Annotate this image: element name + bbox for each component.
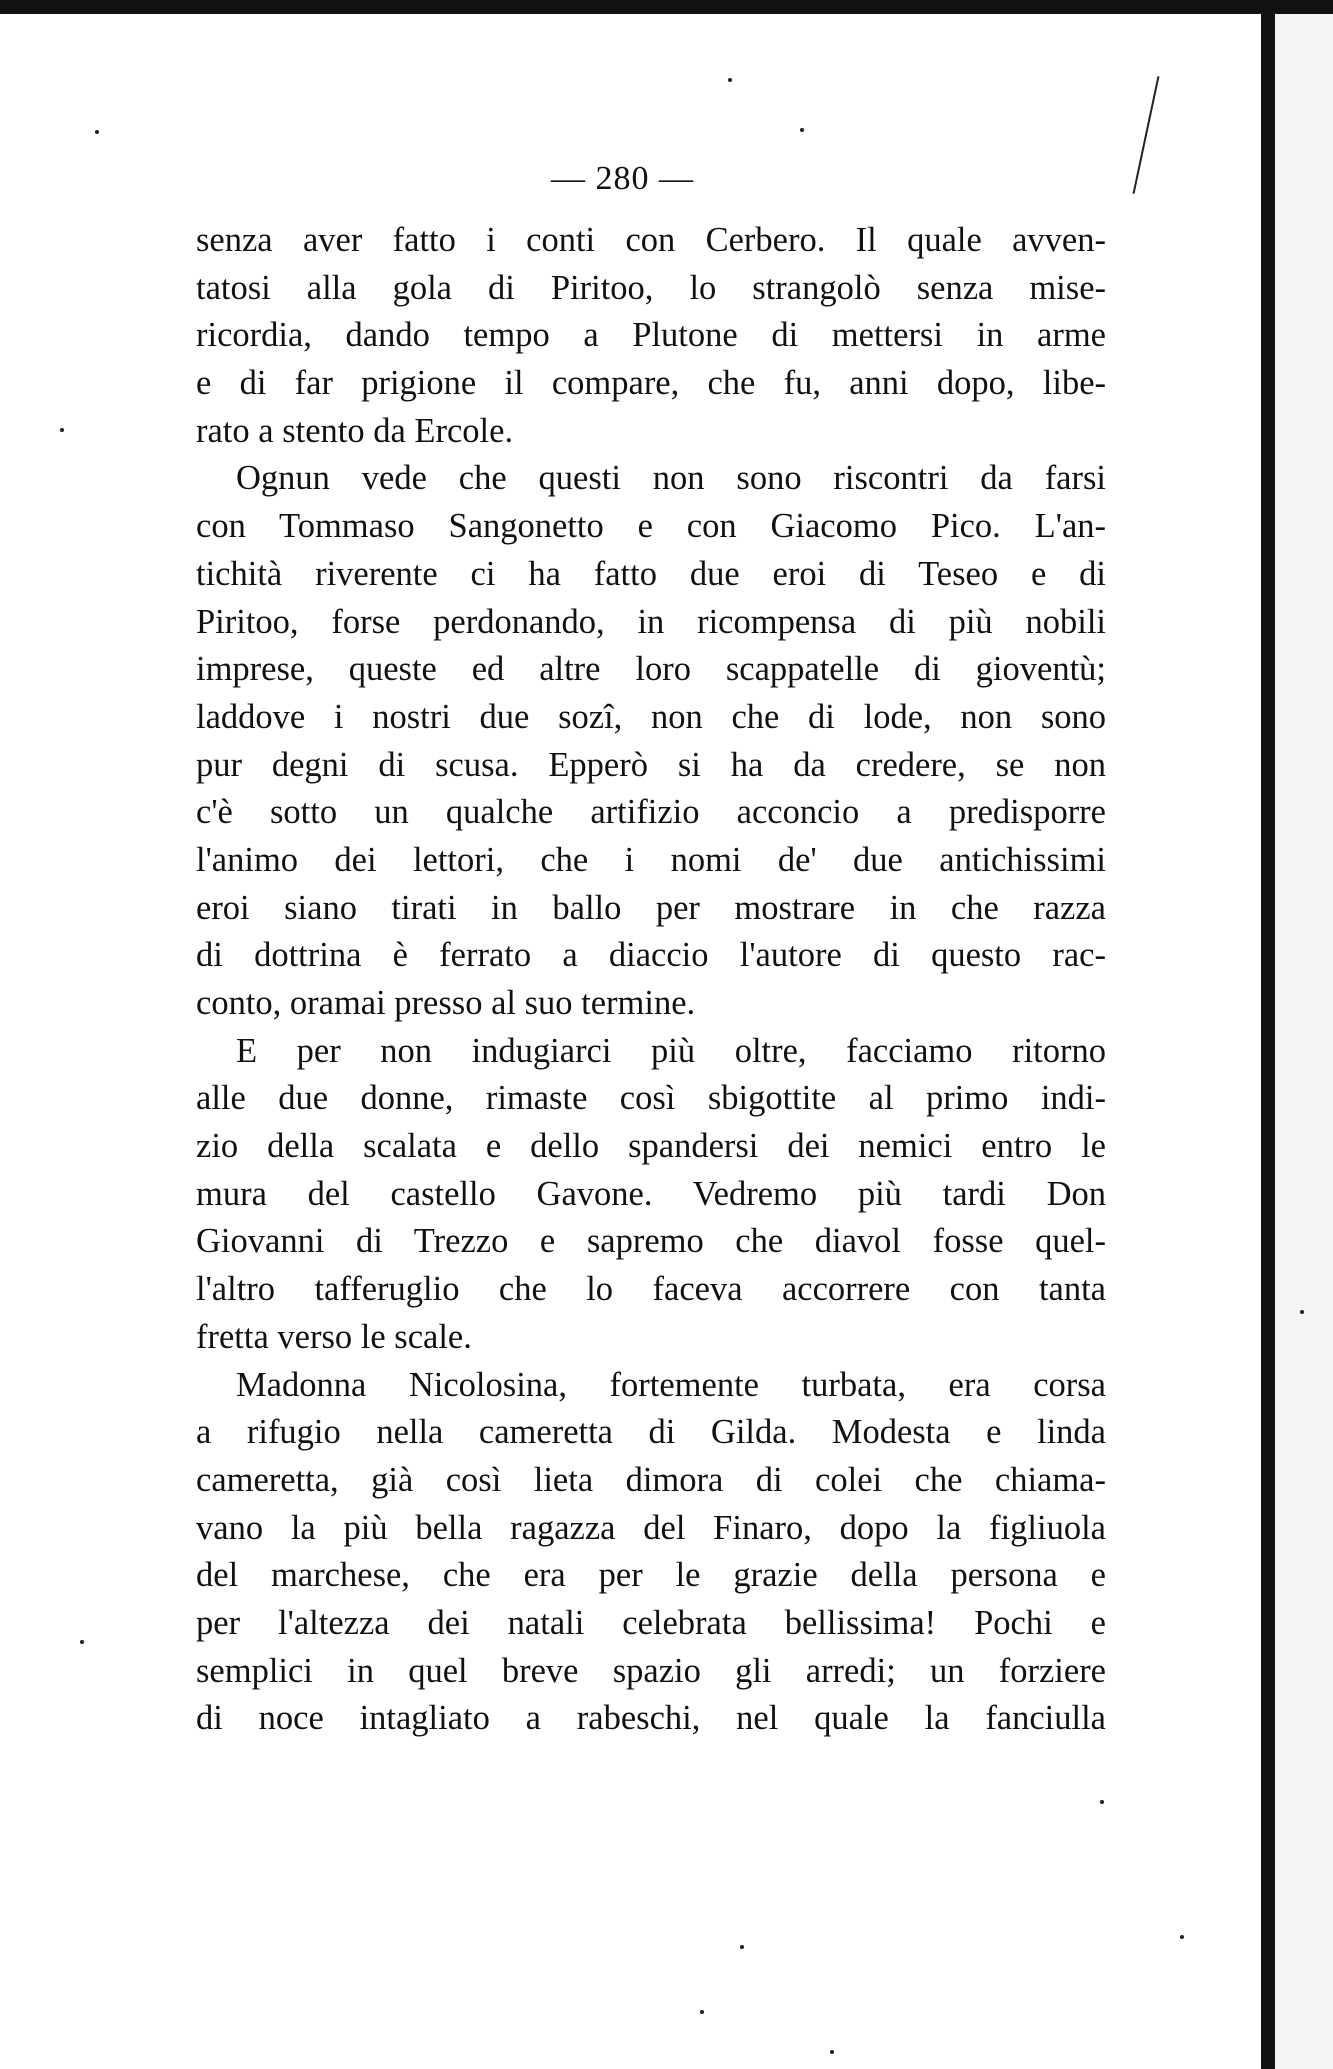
text-line: fretta verso le scale.	[196, 1317, 472, 1356]
scan-speck	[1300, 1310, 1304, 1314]
scan-speck	[1100, 1800, 1104, 1804]
scan-top-border	[0, 0, 1333, 14]
text-line: di noce intagliato a rabeschi, nel quale la fanciulla	[196, 1699, 1106, 1738]
text-line: Piritoo, forse perdonando, in ricompensa di più nobili	[196, 602, 1106, 641]
page-number: — 280 —	[551, 160, 694, 197]
text-line: Madonna Nicolosina, fortemente turbata, era corsa	[236, 1365, 1106, 1404]
text-line: vano la più bella ragazza del Finaro, dopo la figliuola	[196, 1508, 1106, 1547]
text-line: zio della scalata e dello spandersi dei nemici entro le	[196, 1127, 1106, 1166]
scan-speck	[60, 428, 64, 432]
text-line: E per non indugiarci più oltre, facciamo ritorno	[236, 1031, 1106, 1070]
text-line: e di far prigione il compare, che fu, anni dopo, libe-	[196, 364, 1106, 403]
text-line: l'animo dei lettori, che i nomi de' due antichissimi	[196, 840, 1106, 879]
text-line: del marchese, che era per le grazie della persona e	[196, 1556, 1106, 1595]
text-line: imprese, queste ed altre loro scappatelle di gioventù;	[196, 650, 1106, 689]
text-line: senza aver fatto i conti con Cerbero. Il quale avven-	[196, 221, 1106, 259]
text-line: a rifugio nella cameretta di Gilda. Modesta e linda	[196, 1413, 1106, 1452]
text-line: Giovanni di Trezzo e sapremo che diavol fosse quel-	[196, 1222, 1106, 1261]
text-line: l'altro tafferuglio che lo faceva accorrere con tanta	[196, 1270, 1106, 1309]
text-line: c'è sotto un qualche artifizio acconcio a predisporre	[196, 793, 1106, 832]
text-line: pur degni di scusa. Epperò si ha da credere, se non	[196, 745, 1106, 784]
text-line: per l'altezza dei natali celebrata bellissima! Pochi e	[196, 1603, 1106, 1642]
scan-speck	[800, 128, 804, 132]
text-line: Ognun vede che questi non sono riscontri da farsi	[236, 459, 1106, 498]
text-line: di dottrina è ferrato a diaccio l'autore di questo rac-	[196, 936, 1106, 975]
text-line: laddove i nostri due sozî, non che di lode, non sono	[196, 697, 1106, 736]
scan-speck	[80, 1640, 84, 1644]
scan-speck	[740, 1945, 744, 1949]
scan-speck	[1180, 1935, 1184, 1939]
text-line: tichità riverente ci ha fatto due eroi di Teseo e di	[196, 554, 1106, 593]
text-line: alle due donne, rimaste così sbigottite al primo indi-	[196, 1079, 1106, 1118]
scan-right-border	[1261, 14, 1275, 2069]
text-line: semplici in quel breve spazio gli arredi; un forziere	[196, 1651, 1106, 1690]
scan-speck	[830, 2050, 834, 2054]
text-line: ricordia, dando tempo a Plutone di mettersi in arme	[196, 316, 1106, 355]
text-line: rato a stento da Ercole.	[196, 411, 514, 450]
text-line: cameretta, già così lieta dimora di colei che chiama-	[196, 1460, 1106, 1499]
scan-speck	[728, 78, 732, 82]
text-line: eroi siano tirati in ballo per mostrare in che razza	[196, 888, 1106, 927]
scan-right-margin	[1275, 14, 1333, 2069]
text-line: con Tommaso Sangonetto e con Giacomo Pico. L'an-	[196, 507, 1106, 546]
text-line: tatosi alla gola di Piritoo, lo strangolò senza mise-	[196, 268, 1106, 307]
text-line: conto, oramai presso al suo termine.	[196, 984, 696, 1022]
text-line: mura del castello Gavone. Vedremo più tardi Don	[196, 1174, 1106, 1213]
scan-speck	[95, 130, 99, 134]
body-text	[196, 217, 1106, 1743]
scan-speck	[700, 2010, 704, 2014]
